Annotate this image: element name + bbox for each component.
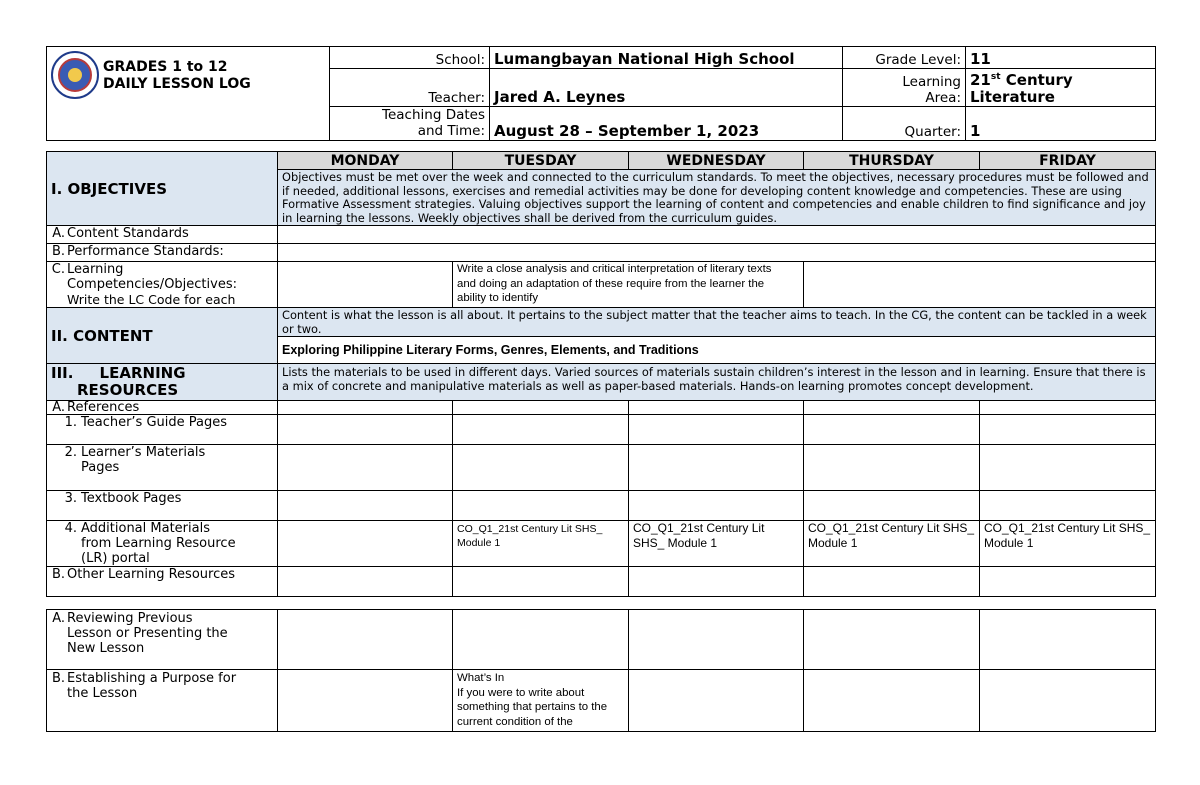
- dates-value: August 28 – September 1, 2023: [490, 107, 843, 141]
- references-wed: [629, 401, 804, 415]
- grade-level-label: Grade Level:: [843, 47, 966, 69]
- competencies-rest: [804, 262, 1156, 308]
- title-line1: GRADES 1 to 12: [103, 59, 228, 75]
- lesson-log-table: [46, 151, 1156, 597]
- other-tue: [453, 567, 629, 597]
- quarter-label: Quarter:: [843, 107, 966, 141]
- tg-tue: [453, 415, 629, 445]
- am-tue: CO_Q1_21st Century Lit SHS_ Module 1: [453, 521, 629, 567]
- references-mon: [278, 401, 453, 415]
- objectives-text: Objectives must be met over the week and connected to the curriculum standards. To meet the objectives, necessary procedures must be followed and if needed, additional lessons, exercises and remedial activities may be done for developing content knowledge and competencies. These are using Formative Assessment strategies. Valuing objectives support the learning of content and competencies and enable children to find significance and joy in learning the lessons. Weekly objectives shall be derived from the curriculum guides.: [278, 170, 1156, 226]
- tg-thu: [804, 415, 980, 445]
- review-wed: [629, 610, 804, 670]
- learning-area-value-num: 21: [970, 71, 991, 89]
- tg-wed: [629, 415, 804, 445]
- references-tue: [453, 401, 629, 415]
- performance-standards-label: B. Performance Standards:: [47, 244, 278, 262]
- other-mon: [278, 567, 453, 597]
- purpose-tue-text: If you were to write about something that pertains to the current condition of the: [457, 686, 608, 728]
- purpose-tue-title: What’s In: [457, 672, 505, 684]
- dates-label: [330, 107, 490, 141]
- tb-mon: [278, 491, 453, 521]
- other-thu: [804, 567, 980, 597]
- content-standards-label: A. Content Standards: [47, 226, 278, 244]
- tb-thu: [804, 491, 980, 521]
- tb-wed: [629, 491, 804, 521]
- other-fri: [980, 567, 1156, 597]
- lm-pages-label: 2. Learner’s Materials Pages: [47, 445, 278, 491]
- purpose-label: B. Establishing a Purpose for the Lesson: [47, 670, 278, 732]
- competencies-tuesday: Write a close analysis and critical interpretation of literary texts and doing an adaptation of these require from the learner the ability to identify: [453, 262, 804, 308]
- tg-pages-label: 1. Teacher’s Guide Pages: [47, 415, 278, 445]
- additional-materials-label: 4. Additional Materials from Learning Resource (LR) portal: [47, 521, 278, 567]
- day-thursday: THURSDAY: [804, 152, 980, 170]
- tb-pages-label: 3. Textbook Pages: [47, 491, 278, 521]
- tb-tue: [453, 491, 629, 521]
- references-fri: [980, 401, 1156, 415]
- deped-seal-icon: [51, 51, 99, 99]
- lm-thu: [804, 445, 980, 491]
- tg-mon: [278, 415, 453, 445]
- am-mon: [278, 521, 453, 567]
- lm-mon: [278, 445, 453, 491]
- other-resources-label: B. Other Learning Resources: [47, 567, 278, 597]
- lm-wed: [629, 445, 804, 491]
- review-thu: [804, 610, 980, 670]
- other-wed: [629, 567, 804, 597]
- dates-label-line1: Teaching Dates: [382, 107, 485, 123]
- content-topic: Exploring Philippine Literary Forms, Genres, Elements, and Traditions: [278, 337, 1156, 364]
- purpose-tue: [453, 670, 629, 732]
- teacher-value: Jared A. Leynes: [490, 69, 843, 107]
- purpose-fri: [980, 670, 1156, 732]
- competencies-label: C. Learning Competencies/Objectives: Write the LC Code for each: [47, 262, 278, 308]
- learning-area-value-sup: st: [990, 72, 1001, 82]
- review-tue: [453, 610, 629, 670]
- references-label: A. References: [47, 401, 278, 415]
- school-label: School:: [330, 47, 490, 69]
- references-thu: [804, 401, 980, 415]
- learning-area-label-line1: Learning: [902, 74, 961, 90]
- title-line2: DAILY LESSON LOG: [103, 76, 251, 92]
- school-value: Lumangbayan National High School: [490, 47, 843, 69]
- am-fri: CO_Q1_21st Century Lit SHS_ Module 1: [980, 521, 1156, 567]
- procedures-table: [46, 609, 1156, 732]
- am-wed: CO_Q1_21st Century Lit SHS_ Module 1: [629, 521, 804, 567]
- learning-area-value-century: Century: [1000, 71, 1073, 89]
- day-friday: FRIDAY: [980, 152, 1156, 170]
- competencies-monday: [278, 262, 453, 308]
- content-text: Content is what the lesson is all about. It pertains to the subject matter that the teacher aims to teach. In the CG, the content can be tackled in a week or two.: [278, 308, 1156, 337]
- grade-level-value: 11: [966, 47, 1156, 69]
- resources-text: Lists the materials to be used in different days. Varied sources of materials sustain children’s interest in the lesson and in learning. Ensure that there is a mix of concrete and manipulative materials as well as paper-based materials. Hands-on learning promotes concept development.: [278, 364, 1156, 401]
- review-label: A. Reviewing Previous Lesson or Presenting the New Lesson: [47, 610, 278, 670]
- content-title: II. CONTENT: [47, 308, 278, 364]
- learning-area-label-line2: Area:: [925, 90, 961, 106]
- lm-fri: [980, 445, 1156, 491]
- purpose-mon: [278, 670, 453, 732]
- review-fri: [980, 610, 1156, 670]
- header-table: [46, 46, 1156, 141]
- resources-title: III. LEARNING RESOURCES: [47, 364, 278, 401]
- review-mon: [278, 610, 453, 670]
- lm-tue: [453, 445, 629, 491]
- tg-fri: [980, 415, 1156, 445]
- content-standards-cell: [278, 226, 1156, 244]
- learning-area-value: [966, 69, 1156, 107]
- learning-area-value-line2: Literature: [970, 88, 1055, 106]
- teacher-label: Teacher:: [330, 69, 490, 107]
- purpose-wed: [629, 670, 804, 732]
- dates-label-line2: and Time:: [417, 123, 485, 139]
- purpose-thu: [804, 670, 980, 732]
- objectives-title: I. OBJECTIVES: [47, 152, 278, 226]
- header-title-cell: [47, 47, 330, 141]
- tb-fri: [980, 491, 1156, 521]
- performance-standards-cell: [278, 244, 1156, 262]
- am-thu: CO_Q1_21st Century Lit SHS_ Module 1: [804, 521, 980, 567]
- learning-area-label: [843, 69, 966, 107]
- day-tuesday: TUESDAY: [453, 152, 629, 170]
- quarter-value: 1: [966, 107, 1156, 141]
- day-monday: MONDAY: [278, 152, 453, 170]
- day-wednesday: WEDNESDAY: [629, 152, 804, 170]
